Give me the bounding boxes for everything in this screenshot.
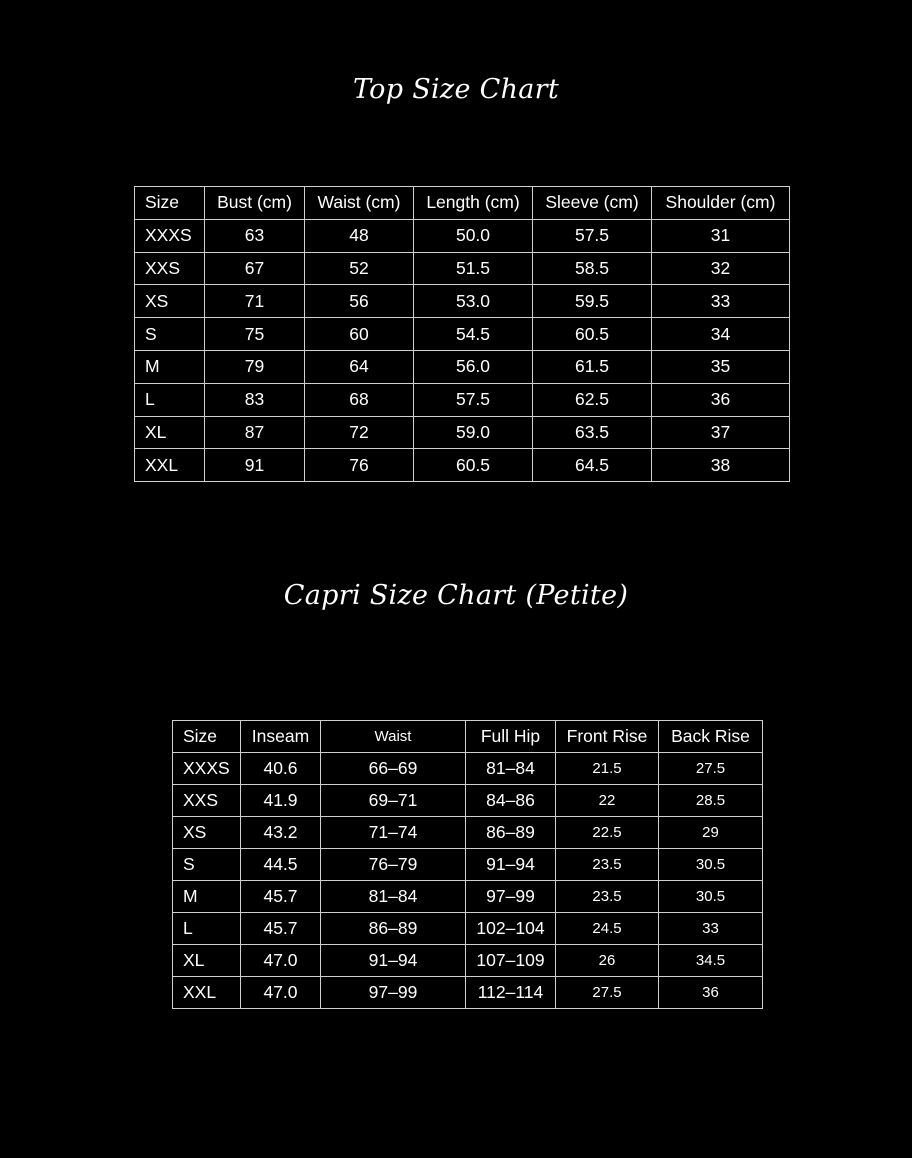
size-label-cell: XXXS (135, 219, 205, 252)
column-header: Bust (cm) (205, 187, 305, 220)
size-label-cell: L (173, 913, 241, 945)
table-row (173, 913, 763, 945)
measurement-cell: 112–114 (466, 977, 556, 1009)
size-label-cell: XXL (173, 977, 241, 1009)
table-row (173, 753, 763, 785)
size-label-cell: XXXS (173, 753, 241, 785)
measurement-cell: 29 (659, 817, 763, 849)
table-row (135, 285, 790, 318)
capri-size-chart-title: Capri Size Chart (Petite) (283, 580, 629, 611)
measurement-cell: 91 (205, 449, 305, 482)
measurement-cell: 86–89 (466, 817, 556, 849)
column-header: Size (135, 187, 205, 220)
table-row (173, 785, 763, 817)
top-size-chart-title: Top Size Chart (352, 74, 560, 105)
measurement-cell: 47.0 (241, 945, 321, 977)
column-header: Shoulder (cm) (652, 187, 790, 220)
table-header-row (173, 721, 763, 753)
measurement-cell: 64.5 (533, 449, 652, 482)
measurement-cell: 21.5 (556, 753, 659, 785)
measurement-cell: 54.5 (414, 318, 533, 351)
measurement-cell: 31 (652, 219, 790, 252)
measurement-cell: 59.5 (533, 285, 652, 318)
measurement-cell: 33 (659, 913, 763, 945)
top-size-table (134, 186, 790, 482)
measurement-cell: 68 (305, 383, 414, 416)
measurement-cell: 26 (556, 945, 659, 977)
measurement-cell: 28.5 (659, 785, 763, 817)
measurement-cell: 40.6 (241, 753, 321, 785)
size-label-cell: XL (135, 416, 205, 449)
measurement-cell: 36 (659, 977, 763, 1009)
measurement-cell: 86–89 (321, 913, 466, 945)
measurement-cell: 63 (205, 219, 305, 252)
measurement-cell: 48 (305, 219, 414, 252)
measurement-cell: 36 (652, 383, 790, 416)
measurement-cell: 69–71 (321, 785, 466, 817)
measurement-cell: 66–69 (321, 753, 466, 785)
measurement-cell: 34 (652, 318, 790, 351)
size-label-cell: M (135, 350, 205, 383)
measurement-cell: 30.5 (659, 881, 763, 913)
measurement-cell: 34.5 (659, 945, 763, 977)
measurement-cell: 84–86 (466, 785, 556, 817)
measurement-cell: 22 (556, 785, 659, 817)
measurement-cell: 32 (652, 252, 790, 285)
measurement-cell: 50.0 (414, 219, 533, 252)
column-header: Waist (cm) (305, 187, 414, 220)
measurement-cell: 75 (205, 318, 305, 351)
measurement-cell: 91–94 (466, 849, 556, 881)
table-row (173, 849, 763, 881)
table-row (135, 252, 790, 285)
size-label-cell: S (173, 849, 241, 881)
measurement-cell: 23.5 (556, 881, 659, 913)
table-row (173, 945, 763, 977)
measurement-cell: 81–84 (321, 881, 466, 913)
capri-size-table (172, 720, 763, 1009)
size-label-cell: XS (135, 285, 205, 318)
measurement-cell: 37 (652, 416, 790, 449)
measurement-cell: 102–104 (466, 913, 556, 945)
measurement-cell: 59.0 (414, 416, 533, 449)
measurement-cell: 33 (652, 285, 790, 318)
size-label-cell: XL (173, 945, 241, 977)
table-row (173, 977, 763, 1009)
measurement-cell: 71–74 (321, 817, 466, 849)
column-header: Length (cm) (414, 187, 533, 220)
measurement-cell: 79 (205, 350, 305, 383)
measurement-cell: 45.7 (241, 881, 321, 913)
size-label-cell: XS (173, 817, 241, 849)
measurement-cell: 76–79 (321, 849, 466, 881)
table-row (135, 449, 790, 482)
column-header: Back Rise (659, 721, 763, 753)
measurement-cell: 47.0 (241, 977, 321, 1009)
measurement-cell: 63.5 (533, 416, 652, 449)
measurement-cell: 72 (305, 416, 414, 449)
measurement-cell: 57.5 (414, 383, 533, 416)
column-header: Size (173, 721, 241, 753)
measurement-cell: 91–94 (321, 945, 466, 977)
table-row (135, 383, 790, 416)
measurement-cell: 71 (205, 285, 305, 318)
measurement-cell: 45.7 (241, 913, 321, 945)
measurement-cell: 57.5 (533, 219, 652, 252)
size-label-cell: XXL (135, 449, 205, 482)
measurement-cell: 27.5 (659, 753, 763, 785)
table-row (173, 817, 763, 849)
table-row (135, 318, 790, 351)
measurement-cell: 60.5 (414, 449, 533, 482)
table-row (173, 881, 763, 913)
table-row (135, 350, 790, 383)
measurement-cell: 22.5 (556, 817, 659, 849)
measurement-cell: 52 (305, 252, 414, 285)
measurement-cell: 38 (652, 449, 790, 482)
measurement-cell: 87 (205, 416, 305, 449)
column-header: Waist (321, 721, 466, 753)
size-label-cell: L (135, 383, 205, 416)
measurement-cell: 97–99 (321, 977, 466, 1009)
column-header: Full Hip (466, 721, 556, 753)
measurement-cell: 58.5 (533, 252, 652, 285)
measurement-cell: 41.9 (241, 785, 321, 817)
table-header-row (135, 187, 790, 220)
measurement-cell: 53.0 (414, 285, 533, 318)
measurement-cell: 30.5 (659, 849, 763, 881)
measurement-cell: 56.0 (414, 350, 533, 383)
measurement-cell: 60 (305, 318, 414, 351)
measurement-cell: 64 (305, 350, 414, 383)
measurement-cell: 83 (205, 383, 305, 416)
size-label-cell: XXS (173, 785, 241, 817)
measurement-cell: 27.5 (556, 977, 659, 1009)
column-header: Sleeve (cm) (533, 187, 652, 220)
measurement-cell: 24.5 (556, 913, 659, 945)
size-label-cell: XXS (135, 252, 205, 285)
measurement-cell: 97–99 (466, 881, 556, 913)
column-header: Front Rise (556, 721, 659, 753)
measurement-cell: 81–84 (466, 753, 556, 785)
measurement-cell: 43.2 (241, 817, 321, 849)
measurement-cell: 107–109 (466, 945, 556, 977)
measurement-cell: 23.5 (556, 849, 659, 881)
measurement-cell: 67 (205, 252, 305, 285)
measurement-cell: 61.5 (533, 350, 652, 383)
measurement-cell: 56 (305, 285, 414, 318)
measurement-cell: 76 (305, 449, 414, 482)
measurement-cell: 60.5 (533, 318, 652, 351)
measurement-cell: 44.5 (241, 849, 321, 881)
table-row (135, 416, 790, 449)
table-row (135, 219, 790, 252)
size-label-cell: M (173, 881, 241, 913)
measurement-cell: 62.5 (533, 383, 652, 416)
column-header: Inseam (241, 721, 321, 753)
size-label-cell: S (135, 318, 205, 351)
measurement-cell: 51.5 (414, 252, 533, 285)
measurement-cell: 35 (652, 350, 790, 383)
